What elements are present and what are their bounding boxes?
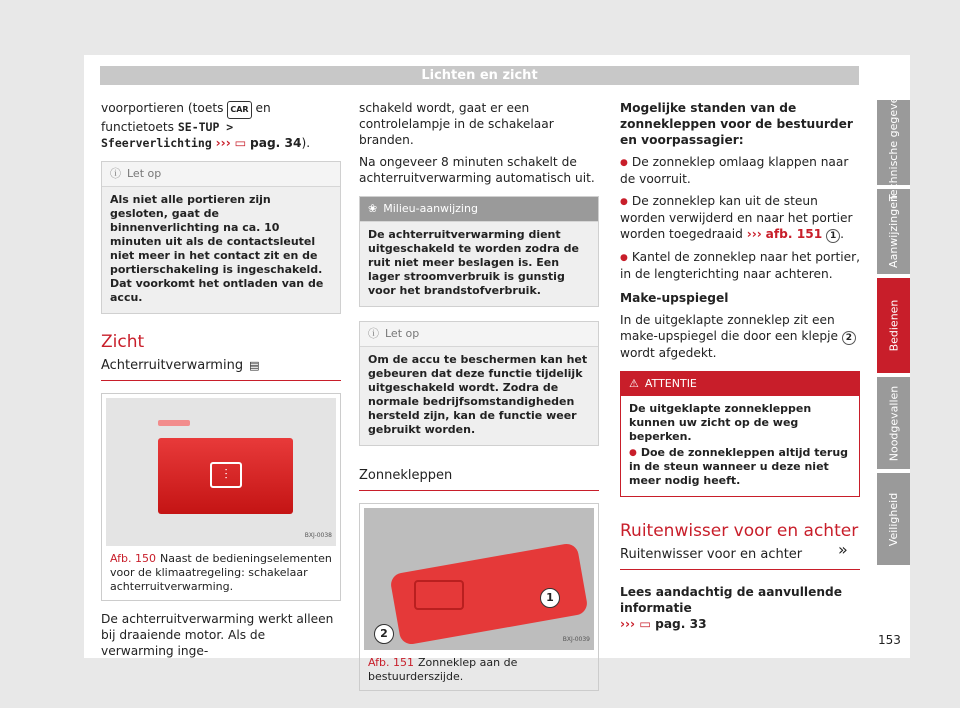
tab-aanwijzingen[interactable]: Aanwijzingen — [877, 189, 910, 274]
page-header: Lichten en zicht — [100, 66, 859, 85]
rear-defrost-icon: ▤ — [249, 359, 260, 372]
figure-151: 1 2 BXJ-0039 Afb. 151 Zonneklep aan de bestuurderszijde. — [359, 503, 599, 691]
rear-defrost-switch-image — [106, 398, 336, 546]
section-title-wipers: Ruitenwisser voor en achter — [620, 521, 859, 541]
callout-1: 1 — [540, 588, 560, 608]
note-box-2: ⓘ Let op Om de accu te beschermen kan het gebeuren dat deze functie tijdelijk uitgeschakeld wordt. Zodra de normale bedrijfsomstandigheden hersteld zijn, kan de functie weer gebruikt worden. — [359, 321, 599, 446]
section-title-zicht: Zicht — [101, 332, 145, 352]
tab-veiligheid[interactable]: Veiligheid — [877, 473, 910, 565]
warning-box: ⚠ ATTENTIE De uitgeklapte zonnekleppen kunnen uw zicht op de weg beperken. ● Doe de zonnekleppen altijd terug in de steun wanneer u deze niet meer nodig heeft. — [620, 371, 860, 497]
note-box-1: ⓘ Let op Als niet alle portieren zijn gesloten, gaat de binnenverlichting na ca. 10 minuten uit als de contactsleutel niet meer in het contact zit en de portierschakeling is ingeschakeld. Dat voorkomt het ontladen van de accu. — [101, 161, 341, 314]
warning-icon: ⚠ — [629, 377, 639, 390]
figure-link[interactable]: afb. 151 — [765, 227, 823, 241]
leaf-icon: ❀ — [368, 202, 378, 215]
page-number: 153 — [878, 633, 901, 647]
subsection-title-sun-visors: Zonnekleppen — [359, 468, 599, 491]
tab-noodgevallen[interactable]: Noodgevallen — [877, 377, 910, 469]
subsection-title-wipers: Ruitenwisser voor en achter — [620, 547, 860, 570]
sun-visor-image — [364, 508, 594, 650]
subsection-title-rear-heater: Achterruitverwarming ▤ — [101, 358, 341, 381]
defrost-symbol-icon: ⫶ — [210, 462, 242, 488]
ref-page-link[interactable]: pag. 33 — [655, 617, 707, 631]
book-icon: ▭ — [639, 617, 651, 631]
info-icon: ⓘ — [368, 327, 379, 340]
column-3: Mogelijke standen van de zonnekleppen voor de bestuurder en voorpassagier: ● De zonneklep omlaag klappen naar de voorruit. ● De zonneklep kan uit de steun worden verwijderd en naar het portier worden toegedraaid ››› afb. 151 1 . ● Kantel de zonneklep naar het portier, in de lengterichting naar achteren. Make-upspiegel In de uitgeklapte zonneklep zit een make-upspiegel die door een klepje 2 wordt afgedekt. ⚠ ATTENTIE De uitgeklapte zonnekleppen kunnen uw zicht op de weg beperken. ● Doe de zonnekleppen altijd terug in de steun wanneer u deze niet meer nodig heeft. Ruitenwisser voor en achter Ruitenwisser voor en achter Lees aandachtig de aanvullende informatie ››› ▭ pag. 33 — [620, 100, 860, 638]
column-2: schakeld wordt, gaat er een controlelampje in de schakelaar branden. Na ongeveer 8 minuten schakelt de achterruitverwarming automatisch uit. ❀ Milieu-aanwijzing De achterruitverwarming dient uitgeschakeld te worden zodra de ruit niet meer beslagen is. Een lager stroomverbruik is gunstig voor het brandstofverbruik. ⓘ Let op Om de accu te beschermen kan het gebeuren dat deze functie tijdelijk uitgeschakeld wordt. Zodra de normale bedrijfsomstandigheden hersteld zijn, kan de functie weer gebruikt worden. Zonnekleppen 1 2 BXJ-0039 Afb. 151 Zonneklep aan de bestuurderszijde. — [359, 100, 599, 701]
chapter-tabs — [877, 83, 910, 569]
car-key-icon: CAR — [227, 101, 251, 119]
book-icon: ▭ — [234, 136, 247, 150]
continue-icon: » — [838, 540, 848, 559]
figure-150: ⫶ BXJ-0038 Afb. 150 Naast de bedieningselementen voor de klimaatregeling: schakelaar achterruitverwarming. — [101, 393, 341, 601]
intro-page-link[interactable]: pag. 34 — [250, 136, 302, 150]
column-1 — [101, 100, 341, 665]
body-paragraph: De achterruitverwarming werkt alleen bij draaiende motor. Als de verwarming inge- — [101, 612, 334, 658]
tab-bedienen[interactable]: Bedienen — [877, 278, 910, 373]
environment-note: ❀ Milieu-aanwijzing De achterruitverwarming dient uitgeschakeld te worden zodra de ruit niet meer beslagen is. Een lager stroomverbruik is gunstig voor het brandstofverbruik. — [359, 196, 599, 307]
tab-technische-gegevens[interactable]: Technische gegevens — [877, 100, 910, 185]
callout-2: 2 — [374, 624, 394, 644]
figure-code: BXJ-0038 — [304, 532, 332, 539]
info-icon: ⓘ — [110, 167, 121, 180]
figure-code: BXJ-0039 — [562, 636, 590, 643]
intro-paragraph: voorportieren (toets CAR en functietoets SE-TUP > Sfeerverlichting ››› ▭ pag. 34). — [101, 101, 311, 150]
